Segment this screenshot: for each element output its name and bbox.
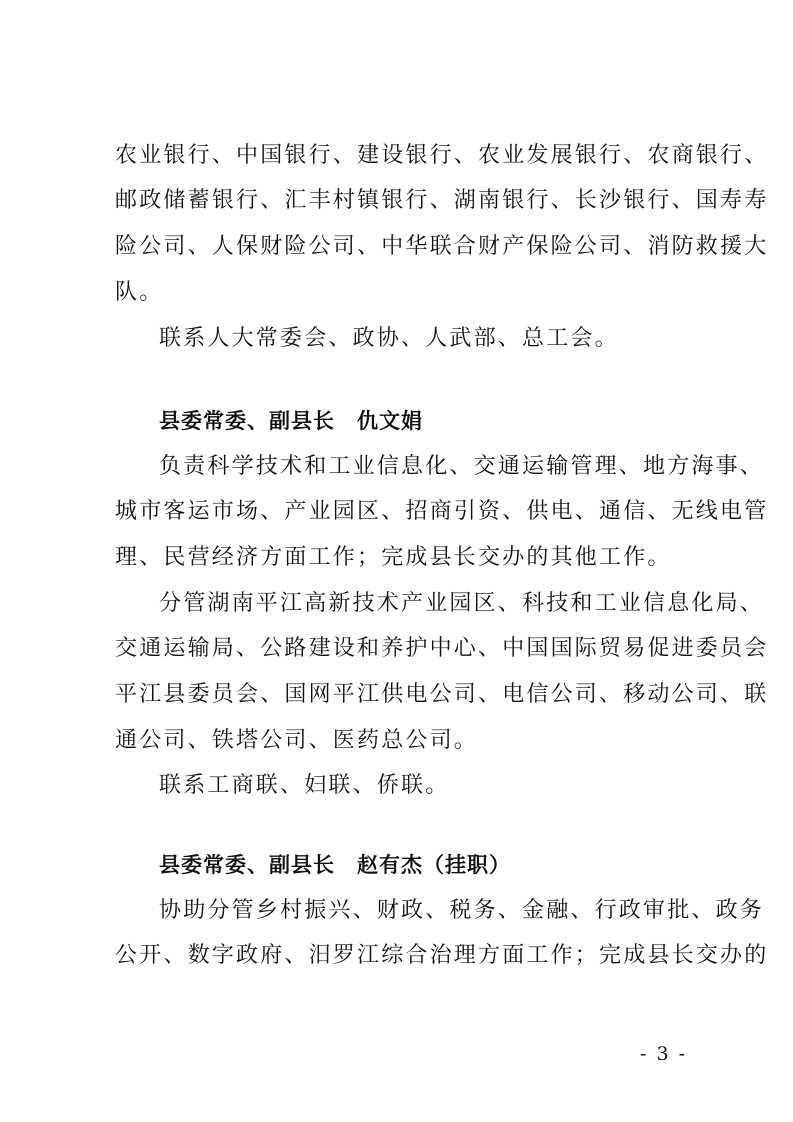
body-line: 邮政储蓄银行、汇丰村镇银行、湖南银行、长沙银行、国寿寿 bbox=[115, 188, 769, 213]
duty-line: 负责科学技术和工业信息化、交通运输管理、地方海事、 bbox=[159, 454, 765, 479]
body-line: 队。 bbox=[115, 280, 164, 305]
supervise-line: 平江县委员会、国网平江供电公司、电信公司、移动公司、联 bbox=[115, 682, 769, 707]
contact-line: 联系工商联、妇联、侨联。 bbox=[159, 773, 450, 798]
heading-name: 赵有杰（挂职） bbox=[357, 853, 511, 877]
body-line: 农业银行、中国银行、建设银行、农业发展银行、农商银行、 bbox=[115, 143, 769, 168]
contact-line: 联系人大常委会、政协、人武部、总工会。 bbox=[159, 326, 619, 351]
body-line: 险公司、人保财险公司、中华联合财产保险公司、消防救援大 bbox=[115, 234, 769, 259]
heading-title: 县委常委、副县长 bbox=[159, 853, 335, 877]
section-heading bbox=[159, 853, 511, 877]
supervise-line: 分管湖南平江高新技术产业园区、科技和工业信息化局、 bbox=[159, 591, 765, 616]
duty-line: 理、民营经济方面工作；完成县长交办的其他工作。 bbox=[115, 545, 672, 570]
supervise-line: 通公司、铁塔公司、医药总公司。 bbox=[115, 728, 479, 753]
duty-line: 协助分管乡村振兴、财政、税务、金融、行政审批、政务 bbox=[159, 898, 765, 923]
page-number: - 3 - bbox=[640, 1043, 688, 1065]
duty-line: 公开、数字政府、汨罗江综合治理方面工作；完成县长交办的 bbox=[115, 943, 769, 968]
section-heading bbox=[159, 409, 423, 433]
heading-name: 仇文娟 bbox=[357, 409, 423, 433]
supervise-line: 交通运输局、公路建设和养护中心、中国国际贸易促进委员会 bbox=[115, 636, 769, 661]
heading-title: 县委常委、副县长 bbox=[159, 409, 335, 433]
duty-line: 城市客运市场、产业园区、招商引资、供电、通信、无线电管 bbox=[115, 499, 769, 524]
